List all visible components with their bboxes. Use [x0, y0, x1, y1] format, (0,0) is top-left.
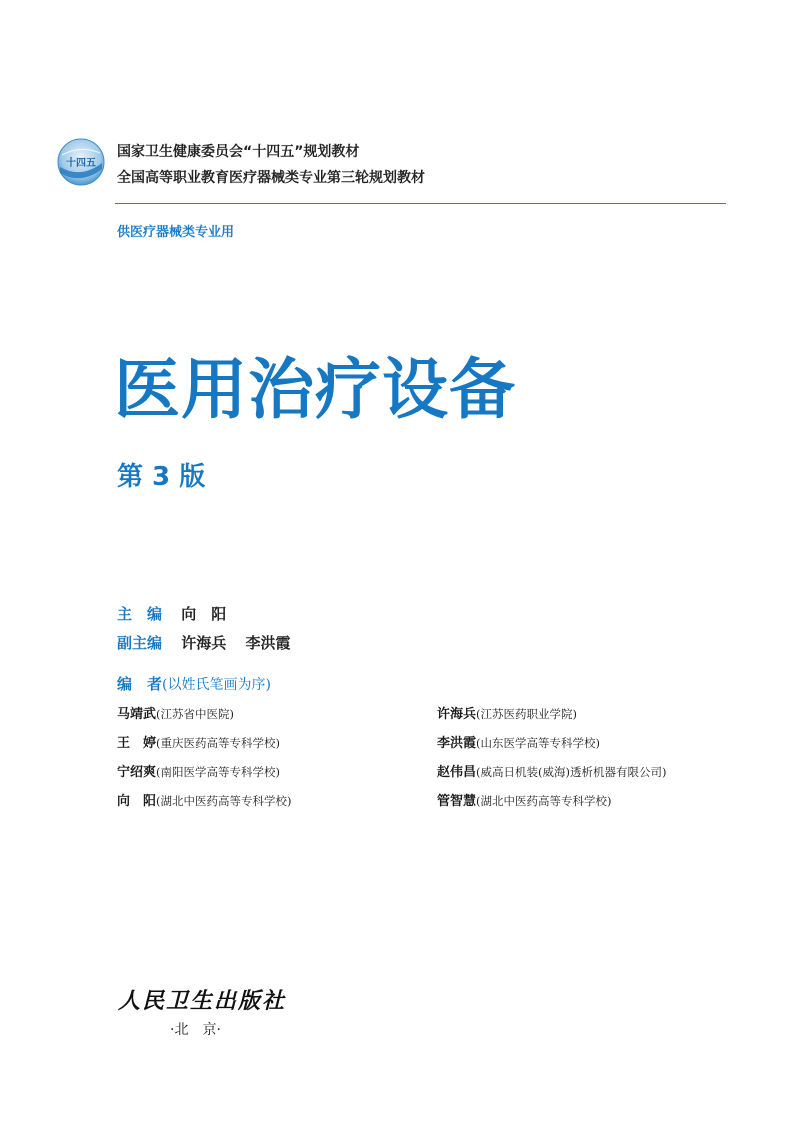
- editor-affiliation: (江苏省中医院): [156, 707, 234, 721]
- editor-entry: [437, 732, 600, 751]
- editor-name: 王 婷: [117, 736, 157, 751]
- editor-affiliation: (南阳医学高等专科学校): [156, 765, 280, 779]
- editors-heading: [117, 673, 271, 694]
- editor-affiliation: (重庆医药高等专科学校): [156, 736, 280, 750]
- editor-name: 管智慧: [437, 794, 477, 809]
- editor-entry: [437, 703, 577, 722]
- editor-name: 宁绍爽: [117, 765, 157, 780]
- editor-affiliation: (湖北中医药高等专科学校): [476, 794, 612, 808]
- editor-name: 李洪霞: [437, 736, 477, 751]
- logo-text: 十四五: [66, 158, 96, 169]
- editor-entry: [117, 761, 280, 780]
- header-divider: [115, 203, 726, 204]
- editor-name: 许海兵: [437, 707, 477, 722]
- editor-entry: [117, 703, 234, 722]
- editor-affiliation: (威高日机装(威海)透析机器有限公司): [476, 765, 667, 779]
- chief-editor-label: 主 编: [117, 605, 163, 623]
- editors-order-note: (以姓氏笔画为序): [162, 677, 271, 693]
- editor-entry: [437, 790, 612, 809]
- usage-note: 供医疗器械类专业用: [117, 225, 235, 240]
- book-title: 医用治疗设备: [114, 351, 516, 428]
- editor-entry: [117, 732, 280, 751]
- editor-affiliation: (江苏医药职业学院): [476, 707, 577, 721]
- editor-entry: [437, 761, 666, 780]
- publisher-name: 人民卫生出版社: [118, 988, 287, 1014]
- associate-editor-label: 副主编: [117, 634, 163, 652]
- associate-editor-name: 许海兵: [181, 634, 227, 652]
- editor-name: 赵伟昌: [437, 765, 477, 780]
- publisher-city: ·北 京·: [170, 1022, 221, 1038]
- editor-entry: [117, 790, 292, 809]
- editor-name: 马靖武: [117, 707, 157, 722]
- edition-label: 第 3 版: [117, 462, 206, 492]
- series-logo: [56, 137, 106, 187]
- series-line-2: 全国高等职业教育医疗器械类专业第三轮规划教材: [117, 170, 425, 186]
- editors-label: 编 者: [117, 675, 163, 693]
- chief-editor-row: [117, 603, 240, 624]
- associate-editor-row: [117, 632, 305, 653]
- chief-editor-name: 向 阳: [181, 605, 227, 623]
- associate-editor-name: 李洪霞: [245, 634, 291, 652]
- series-line-1: 国家卫生健康委员会“十四五”规划教材: [117, 144, 360, 160]
- editor-name: 向 阳: [117, 794, 157, 809]
- editor-affiliation: (湖北中医药高等专科学校): [156, 794, 292, 808]
- editor-affiliation: (山东医学高等专科学校): [476, 736, 600, 750]
